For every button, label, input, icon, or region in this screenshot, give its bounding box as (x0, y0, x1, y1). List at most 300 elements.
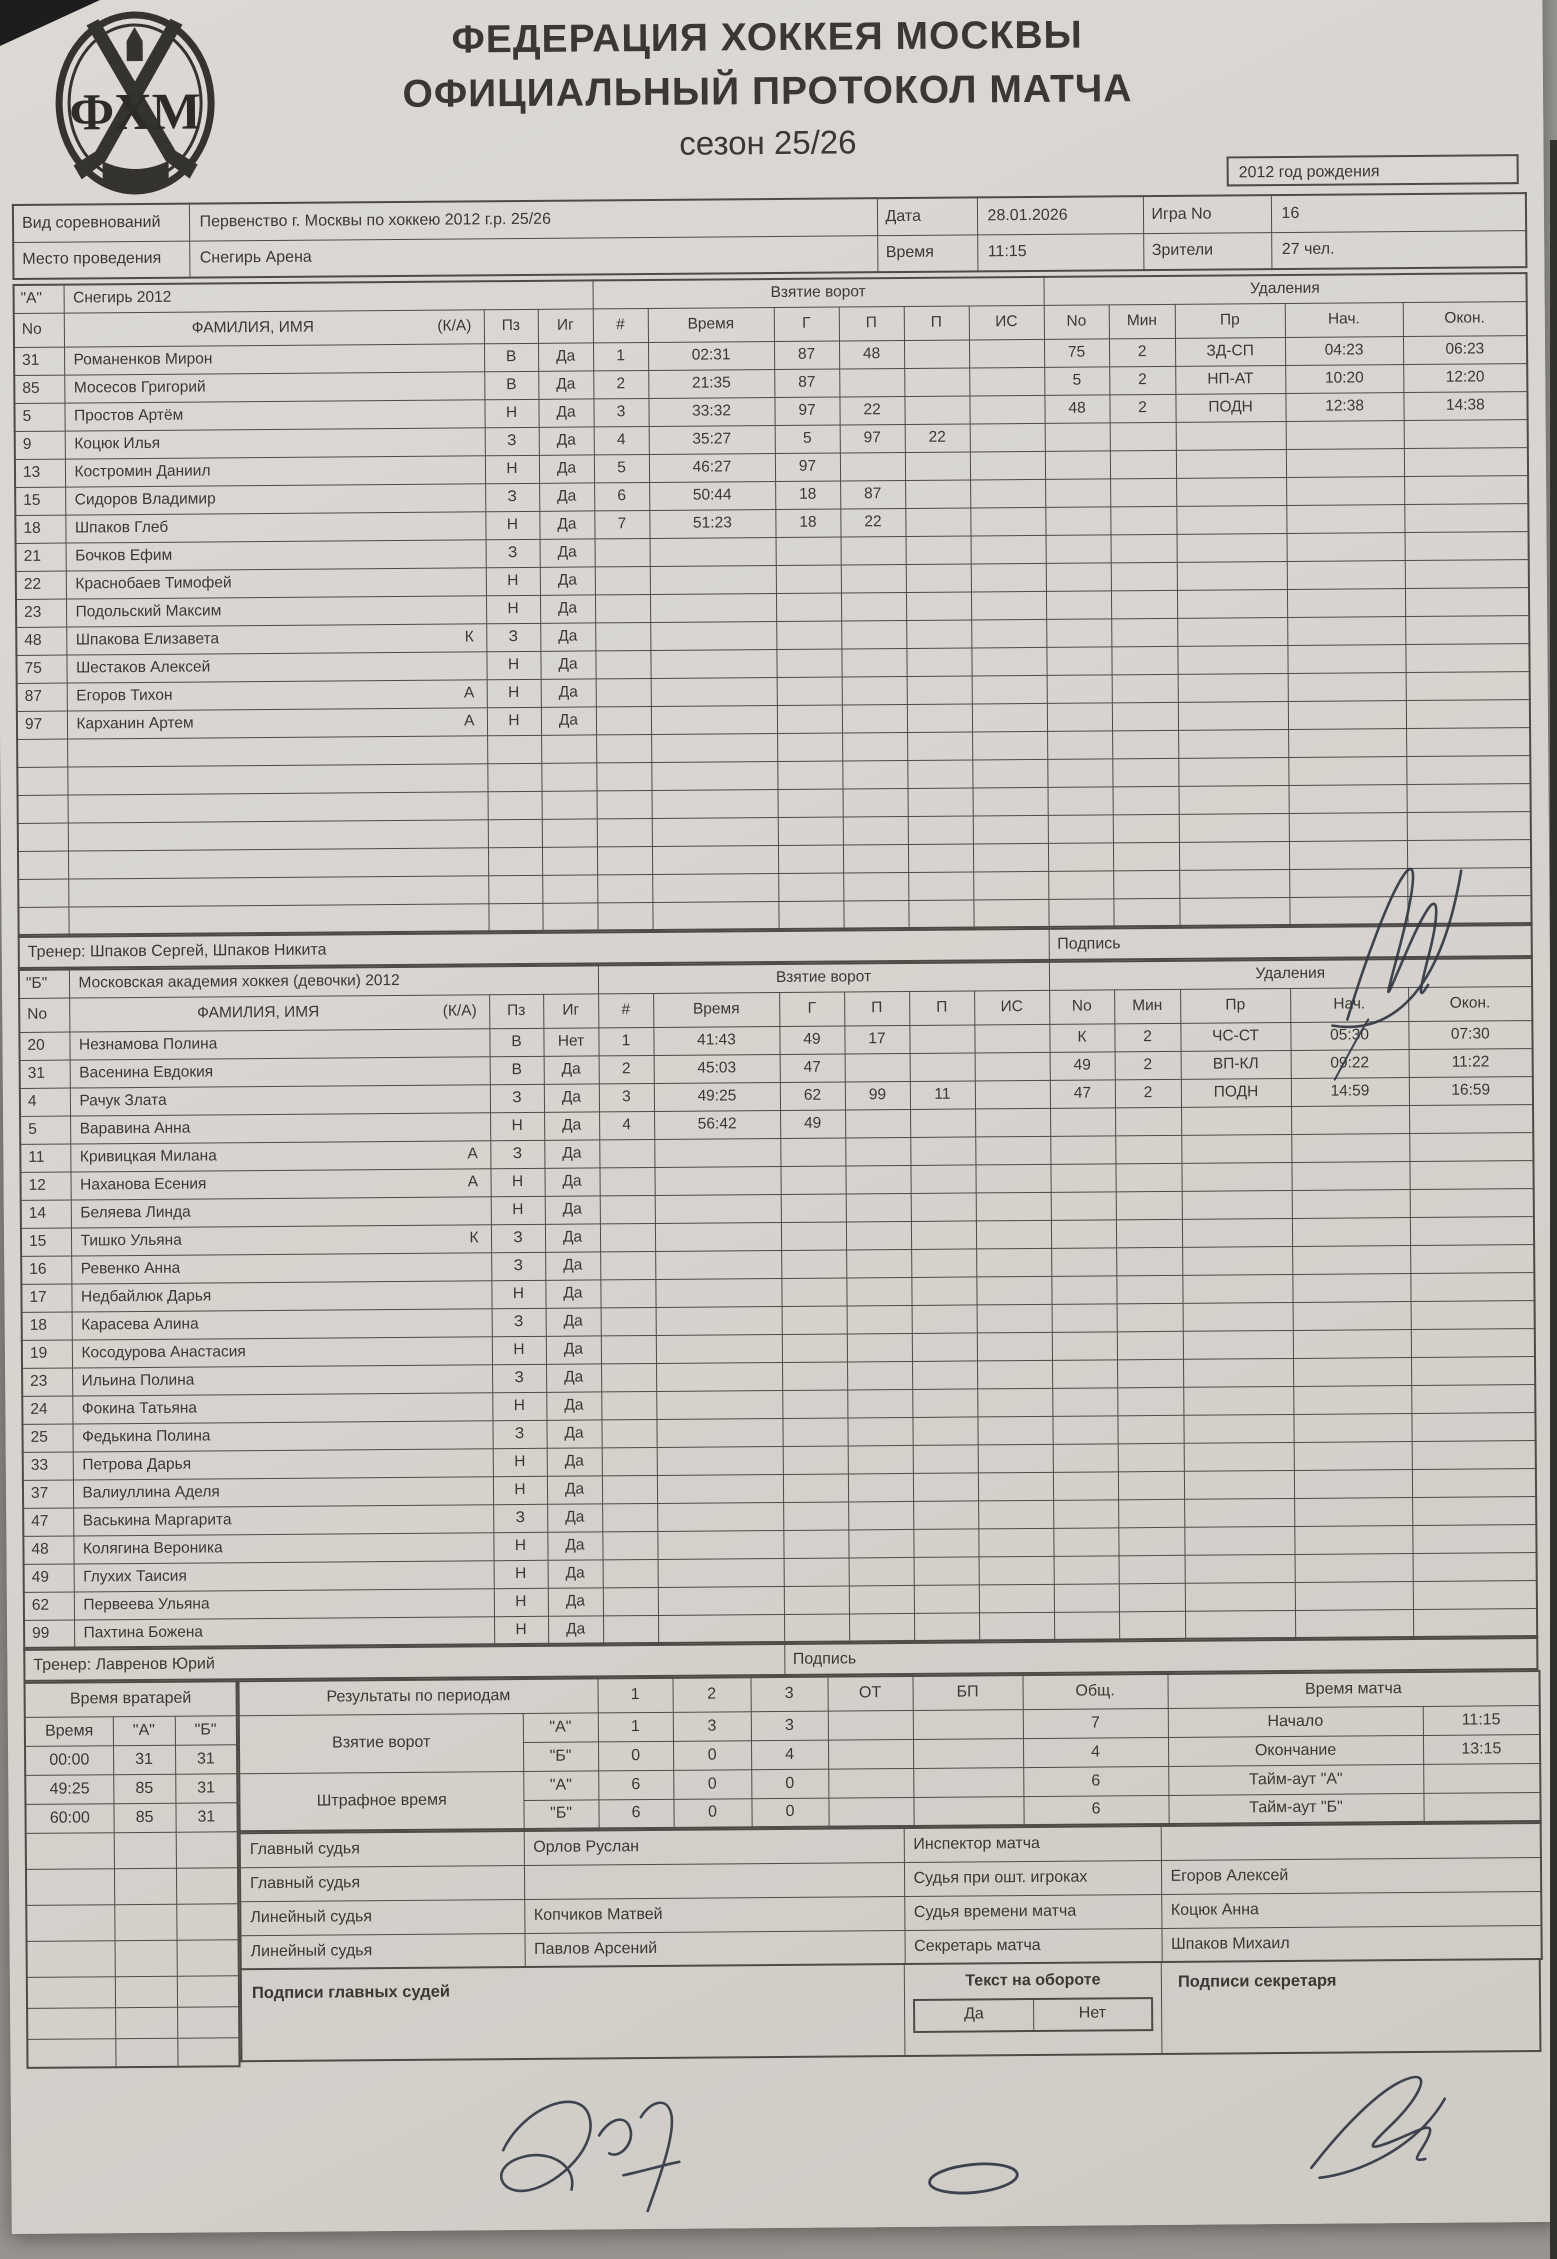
player-played: Да (539, 426, 594, 454)
player-played: Да (538, 342, 593, 370)
penalty-end (1405, 615, 1529, 644)
player-position: З (485, 427, 539, 455)
captain-mark: А (464, 712, 475, 730)
penalty-start: 10:20 (1285, 364, 1403, 393)
goal-scorer (776, 564, 841, 593)
goal-assist-2 (912, 1416, 977, 1445)
goal-assist-2 (910, 1136, 975, 1165)
competition-label: Вид соревнований (13, 204, 189, 242)
goal-time: 02:31 (648, 341, 774, 370)
penalty-end (1404, 447, 1528, 476)
row-team-a: "А" (523, 1712, 598, 1742)
player-name: Валиуллина Аделя (73, 1476, 493, 1507)
goal-scorer (784, 1585, 849, 1614)
player-name: Шпаков Глеб (65, 511, 485, 542)
secretary-signature-cell (1162, 1960, 1540, 2053)
goal-scorer (782, 1333, 847, 1362)
goal-time (656, 1390, 782, 1419)
player-number: 25 (22, 1424, 72, 1452)
player-position: Н (486, 595, 540, 623)
goal-scorer: 97 (775, 452, 840, 481)
col-pen-start: Нач. (1290, 987, 1408, 1022)
goal-time: 41:43 (653, 1026, 779, 1055)
goal-scorer (784, 1557, 849, 1586)
captain-mark: А (467, 1173, 479, 1191)
goals-by-period-label: Взятие ворот (239, 1713, 523, 1773)
goal-is (977, 1304, 1052, 1333)
goal-number (596, 706, 651, 734)
penalty-player-no (1048, 814, 1113, 843)
goalie-row (25, 1773, 237, 1804)
player-played (541, 734, 596, 762)
penalty-start (1292, 1161, 1410, 1190)
penalty-player-no (1045, 478, 1110, 507)
player-played: Да (539, 454, 594, 482)
goal-is (979, 1556, 1054, 1585)
penalty-player-no (1052, 1331, 1117, 1360)
penalty-code (1176, 421, 1286, 450)
goal-number (595, 594, 650, 622)
goal-scorer: 47 (780, 1053, 845, 1082)
player-position: З (490, 1140, 544, 1168)
penalty-start (1291, 1105, 1409, 1134)
player-played: Да (547, 1531, 602, 1559)
player-played: Да (540, 594, 595, 622)
player-played: Да (541, 678, 596, 706)
player-played (542, 874, 597, 902)
player-played: Да (546, 1363, 601, 1391)
period-ot: ОТ (827, 1676, 912, 1711)
goal-time (651, 677, 777, 706)
goal-assist-2 (904, 339, 969, 368)
document-title: ОФИЦИАЛЬНЫЙ ПРОТОКОЛ МАТЧА (402, 67, 1133, 116)
start-value: 11:15 (1423, 1705, 1540, 1735)
penalty-player-no (1046, 534, 1111, 563)
judge-signature-2 (599, 2103, 680, 2212)
goal-is (973, 815, 1048, 844)
player-number: 99 (24, 1620, 74, 1648)
col-goal-p2: П (904, 305, 969, 340)
goal-scorer (778, 844, 843, 873)
penalty-start (1293, 1329, 1411, 1358)
official-role: Главный судья (240, 1865, 524, 1901)
penalty-player-no (1053, 1415, 1118, 1444)
penalty-player-no (1045, 450, 1110, 479)
player-number: 11 (20, 1144, 70, 1172)
goal-number (601, 1363, 656, 1391)
player-played: Да (544, 1167, 599, 1195)
goal-assist-1: 87 (840, 480, 905, 509)
penalty-start: 09:22 (1291, 1049, 1409, 1078)
pen-b-p1: 6 (598, 1799, 673, 1829)
game-number-value: 16 (1271, 193, 1526, 232)
player-number (18, 851, 68, 879)
penalty-code (1185, 1582, 1295, 1611)
goal-assist-2 (910, 1164, 975, 1193)
goal-assist-1 (840, 452, 905, 481)
player-position: З (490, 1084, 544, 1112)
official-role: Инспектор матча (904, 1826, 1161, 1862)
pen-a-p2: 0 (673, 1769, 751, 1799)
penalty-minutes (1119, 1583, 1185, 1612)
penalty-minutes (1112, 702, 1178, 731)
goal-is (978, 1528, 1053, 1557)
goal-number (602, 1447, 657, 1475)
goal-assist-1 (843, 872, 908, 901)
team-b-signature-label: Подпись (784, 1638, 1537, 1675)
goal-time (657, 1530, 783, 1559)
birth-year-box: 2012 год рождения (1227, 154, 1519, 186)
goal-assist-1 (847, 1333, 912, 1362)
penalty-code (1184, 1414, 1294, 1443)
goal-time (651, 733, 777, 762)
player-name (68, 791, 488, 822)
player-name: Беляева Линда (71, 1196, 491, 1227)
player-position (488, 903, 542, 931)
player-position: З (486, 623, 540, 651)
penalty-start (1288, 700, 1406, 729)
penalty-end (1407, 811, 1531, 840)
goal-scorer (782, 1417, 847, 1446)
goal-is (976, 1220, 1051, 1249)
penalty-player-no (1048, 870, 1113, 899)
goal-scorer: 87 (774, 340, 839, 369)
player-number: 21 (16, 543, 66, 571)
goal-scorer: 87 (774, 368, 839, 397)
col-goal-g: Г (774, 306, 839, 341)
player-name: Ильина Полина (72, 1364, 492, 1395)
goal-number (601, 1391, 656, 1419)
official-name: Егоров Алексей (1161, 1857, 1541, 1894)
goal-assist-2 (912, 1360, 977, 1389)
goal-is (973, 843, 1048, 872)
goal-time (657, 1502, 783, 1531)
penalty-code (1177, 589, 1287, 618)
penalty-minutes (1119, 1611, 1185, 1640)
team-a-name: Снегирь 2012 (64, 280, 593, 312)
goal-assist-2 (911, 1248, 976, 1277)
col-goal-num: # (598, 993, 653, 1027)
goal-number (597, 874, 652, 902)
goal-assist-1 (841, 536, 906, 565)
col-pen-min: Мин (1109, 304, 1175, 339)
player-position: Н (487, 679, 541, 707)
penalty-end (1410, 1272, 1534, 1301)
goal-assist-1: 22 (839, 396, 904, 425)
player-name: Васенина Евдокия (70, 1056, 490, 1087)
goal-scorer (778, 788, 843, 817)
penalty-start (1289, 896, 1407, 925)
goal-number (595, 566, 650, 594)
goal-assist-1 (847, 1417, 912, 1446)
penalty-start (1287, 588, 1405, 617)
player-number: 4 (20, 1088, 70, 1116)
player-number (17, 767, 67, 795)
reverse-text-label: Текст на обороте (965, 1971, 1101, 1990)
penalty-player-no (1048, 786, 1113, 815)
goal-assist-2 (911, 1192, 976, 1221)
player-position: Н (493, 1448, 547, 1476)
penalty-code (1181, 1134, 1291, 1163)
goal-is (978, 1500, 1053, 1529)
goal-scorer: 97 (774, 396, 839, 425)
player-number: 15 (21, 1228, 71, 1256)
player-number (18, 795, 68, 823)
penalty-minutes (1115, 1135, 1181, 1164)
goal-is (973, 787, 1048, 816)
penalty-minutes (1115, 1107, 1181, 1136)
goal-number (601, 1419, 656, 1447)
player-played: Да (545, 1195, 600, 1223)
penalty-code (1184, 1498, 1294, 1527)
team-a-signature-label: Подпись (1049, 925, 1532, 960)
col-ka-label: (К/А) (442, 1002, 477, 1020)
penalty-start (1292, 1189, 1410, 1218)
goal-assist-2 (908, 815, 973, 844)
goal-assist-1 (841, 648, 906, 677)
judges-signature-label: Подписи главных судей (251, 1982, 451, 2003)
team-b-coach: Тренер: Лавренов Юрий (24, 1644, 784, 1681)
periods-label: Результаты по периодам (239, 1678, 598, 1715)
team-a-coach: Тренер: Шпаков Сергей, Шпаков Никита (19, 929, 1049, 968)
official-name: Коцюк Анна (1161, 1891, 1541, 1928)
goal-scorer (778, 900, 843, 929)
goal-number (595, 538, 650, 566)
col-pen-pr: Пр (1180, 988, 1290, 1023)
row-team-b: "Б" (523, 1799, 598, 1829)
player-name: Тишко Ульяна К (71, 1224, 491, 1255)
col-pos: Пз (489, 994, 543, 1028)
penalty-minutes: 2 (1109, 366, 1175, 395)
player-position: З (492, 1364, 546, 1392)
goal-time (656, 1362, 782, 1391)
goal-time (654, 1138, 780, 1167)
penalty-minutes (1118, 1527, 1184, 1556)
penalty-code (1182, 1246, 1292, 1275)
official-name (1161, 1823, 1541, 1860)
player-position (488, 875, 542, 903)
player-position: В (484, 343, 538, 371)
goal-is (979, 1612, 1054, 1641)
goal-time (650, 621, 776, 650)
penalty-player-no (1045, 506, 1110, 535)
player-played (542, 790, 597, 818)
player-number: 13 (15, 459, 65, 487)
player-name: Петрова Дарья (73, 1448, 493, 1479)
goal-time: 35:27 (649, 425, 775, 454)
goalie-times-label: Время вратарей (25, 1681, 237, 1717)
player-played (542, 818, 597, 846)
penalty-player-no: 48 (1044, 394, 1109, 423)
player-name (68, 847, 488, 878)
goal-time (650, 565, 776, 594)
goals-b-ot (828, 1739, 913, 1769)
penalty-minutes (1117, 1303, 1183, 1332)
pen-b-p2: 0 (673, 1798, 751, 1828)
player-position (488, 819, 542, 847)
player-played: Да (538, 398, 593, 426)
pen-a-p3: 0 (751, 1769, 828, 1799)
row-team-b: "Б" (523, 1741, 598, 1771)
goal-is (970, 479, 1045, 508)
penalty-end (1411, 1356, 1535, 1385)
player-position: Н (490, 1168, 544, 1196)
row-team-a: "А" (523, 1770, 598, 1800)
goal-is (975, 1164, 1050, 1193)
goal-time: 45:03 (654, 1054, 780, 1083)
penalty-code (1184, 1526, 1294, 1555)
player-number: 37 (23, 1480, 73, 1508)
penalty-code (1179, 813, 1289, 842)
team-a-letter: "А" (14, 285, 64, 313)
goal-is (977, 1360, 1052, 1389)
penalty-code (1176, 449, 1286, 478)
goal-is (969, 339, 1044, 368)
penalty-minutes (1111, 562, 1177, 591)
player-played: Да (539, 510, 594, 538)
player-number: 15 (15, 487, 65, 515)
goal-assist-2 (907, 703, 972, 732)
player-played: Да (544, 1139, 599, 1167)
goal-assist-1: 99 (845, 1081, 910, 1110)
player-played: Да (548, 1587, 603, 1615)
timeout-a-value (1423, 1763, 1540, 1793)
goal-assist-1 (847, 1389, 912, 1418)
player-name (68, 875, 488, 906)
col-name (69, 994, 489, 1031)
player-number (18, 907, 68, 935)
goal-scorer (782, 1305, 847, 1334)
player-number (18, 823, 68, 851)
player-name: Ревенко Анна (71, 1252, 491, 1283)
player-position: Н (490, 1112, 544, 1140)
goal-scorer (776, 536, 841, 565)
player-name (68, 819, 488, 850)
goal-time (657, 1474, 783, 1503)
goalie-time: 00:00 (25, 1745, 113, 1775)
penalty-minutes: 2 (1114, 1023, 1180, 1052)
date-value: 28.01.2026 (977, 196, 1143, 234)
penalty-code (1183, 1358, 1293, 1387)
goal-is (977, 1416, 1052, 1445)
player-played: Да (545, 1279, 600, 1307)
col-goal-num: # (593, 308, 648, 342)
penalty-end (1411, 1328, 1535, 1357)
penalty-start (1289, 812, 1407, 841)
col-goal-g: Г (779, 991, 844, 1026)
penalty-end (1405, 531, 1529, 560)
goalie-sub-a: "А" (113, 1716, 175, 1745)
player-number: 18 (22, 1312, 72, 1340)
goal-assist-1 (847, 1361, 912, 1390)
penalty-code (1179, 841, 1289, 870)
penalty-player-no (1046, 646, 1111, 675)
summary-right (238, 1670, 1544, 2062)
goal-assist-2 (907, 675, 972, 704)
penalty-end: 11:22 (1409, 1048, 1533, 1077)
penalty-minutes (1117, 1331, 1183, 1360)
goal-time (652, 789, 778, 818)
pen-b-bp (913, 1796, 1023, 1826)
penalty-code: ПОДН (1175, 393, 1285, 422)
penalty-end (1412, 1468, 1536, 1497)
pen-a-p1: 6 (598, 1770, 673, 1800)
player-number: 18 (15, 515, 65, 543)
official-role: Линейный судья (241, 1933, 525, 1969)
goal-number (600, 1195, 655, 1223)
penalty-start (1295, 1553, 1413, 1582)
penalty-minutes (1111, 590, 1177, 619)
penalty-minutes (1113, 786, 1179, 815)
player-position (487, 763, 541, 791)
player-number: 33 (23, 1452, 73, 1480)
goal-scorer (783, 1501, 848, 1530)
goal-assist-2: 22 (905, 423, 970, 452)
col-no: No (19, 998, 69, 1032)
goal-time: 51:23 (649, 509, 775, 538)
goal-assist-1 (846, 1249, 911, 1278)
penalty-player-no (1050, 1107, 1115, 1136)
goal-assist-1 (849, 1585, 914, 1614)
goal-time: 46:27 (649, 453, 775, 482)
penalty-end (1404, 503, 1528, 532)
goal-number (600, 1279, 655, 1307)
officials-table (239, 1822, 1543, 1970)
penalty-end (1407, 895, 1531, 924)
penalty-start (1294, 1525, 1412, 1554)
goal-time (650, 593, 776, 622)
penalty-start (1289, 868, 1407, 897)
player-position: Н (492, 1392, 546, 1420)
goal-assist-1 (849, 1613, 914, 1642)
penalty-minutes (1110, 506, 1176, 535)
goal-assist-1: 97 (840, 424, 905, 453)
penalty-start (1293, 1385, 1411, 1414)
match-time-label: Время матча (1167, 1671, 1539, 1708)
goal-time (657, 1446, 783, 1475)
penalty-end (1405, 559, 1529, 588)
player-position: В (484, 371, 538, 399)
goal-is (972, 759, 1047, 788)
player-number: 97 (17, 711, 67, 739)
goal-assist-2 (905, 507, 970, 536)
player-played: Да (540, 538, 595, 566)
goal-scorer: 49 (780, 1109, 845, 1138)
player-played: Нет (543, 1027, 598, 1055)
goal-is (971, 535, 1046, 564)
penalty-player-no (1054, 1583, 1119, 1612)
period-3: 3 (751, 1677, 828, 1712)
penalty-player-no (1047, 730, 1112, 759)
player-name: Васькина Маргарита (73, 1504, 493, 1535)
reverse-text-cell (905, 1963, 1163, 2055)
goal-number (600, 1251, 655, 1279)
yes-no-box (913, 1997, 1153, 2033)
photo-corner-shadow (0, 0, 100, 46)
goal-scorer (776, 648, 841, 677)
goal-assist-2 (907, 731, 972, 760)
player-played: Да (548, 1615, 603, 1643)
captain-mark: А (463, 684, 475, 702)
penalty-player-no (1053, 1443, 1118, 1472)
goal-is (971, 647, 1046, 676)
goal-assist-1 (841, 620, 906, 649)
goal-is (976, 1192, 1051, 1221)
goals-a-p3: 3 (751, 1711, 828, 1741)
player-position: З (492, 1308, 546, 1336)
penalty-code (1176, 477, 1286, 506)
player-number: 17 (21, 1284, 71, 1312)
